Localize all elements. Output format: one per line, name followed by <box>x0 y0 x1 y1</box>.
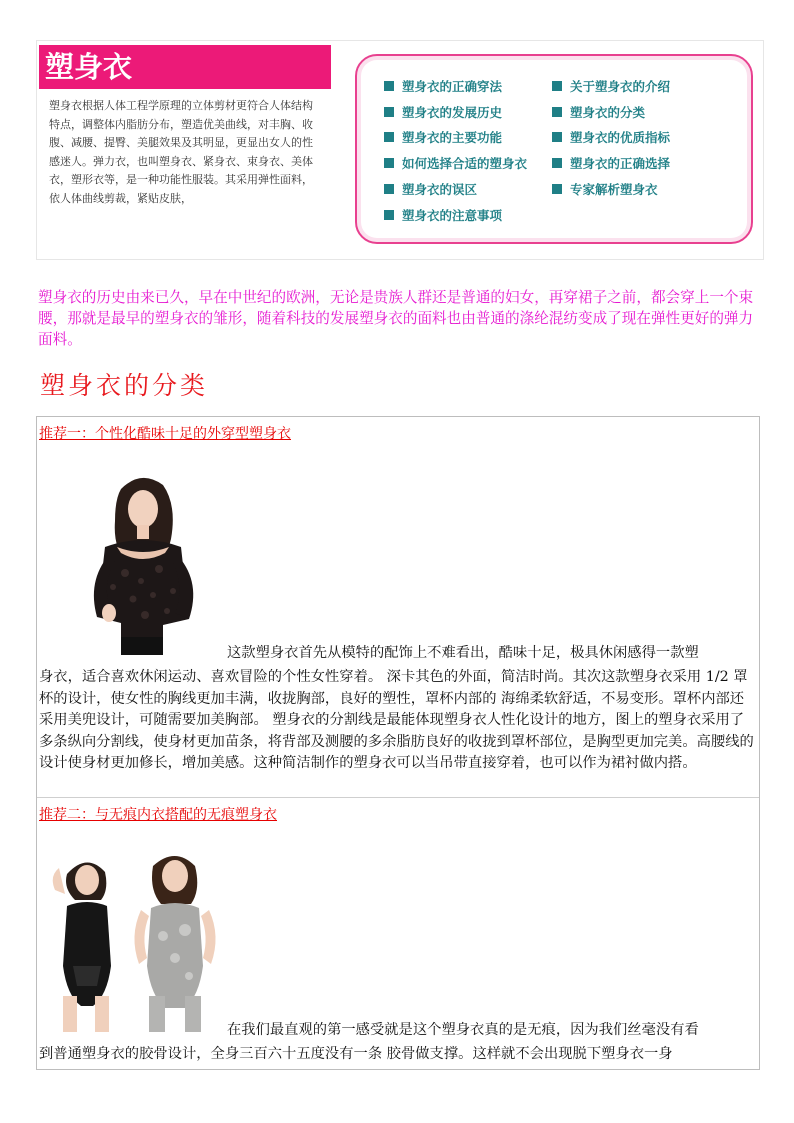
recommendation-title-link[interactable]: 推荐二：与无痕内衣搭配的无痕塑身衣 <box>39 807 277 823</box>
banner-description: 塑身衣根据人体工程学原理的立体剪材更符合人体结构特点，调整体内脂肪分布，塑造优美曲线，对丰胸、收腹、减腰、提臀、美腿效果及其明显，更显出女人的性感迷人。弹力衣，也叫塑身衣、紧身衣、束身衣、美体衣，塑形衣等，是一种功能性服装。其采用弹性面料，依人体曲线剪裁，紧贴皮肤， <box>49 99 313 205</box>
square-bullet-icon <box>552 184 562 194</box>
nav-link-main-functions[interactable]: 塑身衣的主要功能 <box>384 127 502 147</box>
model-photo-lace-top <box>55 469 225 655</box>
banner-title: 塑身衣 <box>39 45 331 89</box>
recommendation-title-link[interactable]: 推荐一：个性化酷味十足的外穿型塑身衣 <box>39 426 291 442</box>
nav-link-classification[interactable]: 塑身衣的分类 <box>552 102 645 122</box>
recommendation-lead-text: 在我们最直观的第一感受就是这个塑身衣真的是无痕，因为我们丝毫没有看 <box>227 1022 699 1038</box>
recommendation-body-text: 到普通塑身衣的胶骨设计，全身三百六十五度没有一条 胶骨做支撑。这样就不会出现脱下塑身衣一身 <box>39 1046 673 1062</box>
square-bullet-icon <box>384 107 394 117</box>
nav-link-misconceptions[interactable]: 塑身衣的误区 <box>384 179 477 199</box>
intro-paragraph: 塑身衣的历史由来已久，早在中世纪的欧洲，无论是贵族人群还是普通的妇女，再穿裙子之前，都会穿上一个束腰，那就是最早的塑身衣的雏形，随着科技的发展塑身衣的面料也由普通的涤纶混纺变成了现在弹性更好的弹力面料。 <box>38 289 754 348</box>
header-banner <box>36 40 764 260</box>
nav-link-history[interactable]: 塑身衣的发展历史 <box>384 102 502 122</box>
recommendation-table <box>36 416 760 1070</box>
square-bullet-icon <box>552 81 562 91</box>
recommendation-cell <box>37 417 759 798</box>
topic-nav-box <box>355 54 753 244</box>
square-bullet-icon <box>384 158 394 168</box>
model-photo-seamless-bodysuits <box>45 846 225 1032</box>
square-bullet-icon <box>552 107 562 117</box>
nav-link-correct-wearing[interactable]: 塑身衣的正确穿法 <box>384 76 502 96</box>
square-bullet-icon <box>552 158 562 168</box>
nav-link-quality-indicators[interactable]: 塑身衣的优质指标 <box>552 127 670 147</box>
nav-link-correct-selection[interactable]: 塑身衣的正确选择 <box>552 153 670 173</box>
recommendation-cell <box>37 798 759 1070</box>
square-bullet-icon <box>384 81 394 91</box>
section-heading: 塑身衣的分类 <box>40 371 209 400</box>
square-bullet-icon <box>552 132 562 142</box>
square-bullet-icon <box>384 210 394 220</box>
square-bullet-icon <box>384 184 394 194</box>
nav-link-expert-analysis[interactable]: 专家解析塑身衣 <box>552 179 658 199</box>
nav-link-how-to-choose[interactable]: 如何选择合适的塑身衣 <box>384 153 527 173</box>
recommendation-lead-text: 这款塑身衣首先从模特的配饰上不难看出，酷味十足，极具休闲感得一款塑 <box>227 645 699 661</box>
nav-link-precautions[interactable]: 塑身衣的注意事项 <box>384 205 502 225</box>
square-bullet-icon <box>384 132 394 142</box>
nav-link-introduction[interactable]: 关于塑身衣的介绍 <box>552 76 670 96</box>
recommendation-body-text: 身衣，适合喜欢休闲运动、喜欢冒险的个性女性穿着。 深卡其色的外面，简洁时尚。其次这款塑身衣采用 1/2 罩杯的设计，使女性的胸线更加丰满，收拢胸部，良好的塑性，罩杯内部的 海绵柔软舒适，不易变形。罩杯内部还采用美兜设计，可随需要加美胸部。 塑身衣的分割线是最能体现塑身衣人性化设计的地方，图上的塑身衣采用了多条纵向分割线，使身材更加苗条，将背部及测腰的多余脂肪良好的收拢到罩杯部位，是胸型更加完美。高腰线的设计使身材更加修长，增加美感。这种简洁制作的塑身衣可以当吊带直接穿着，也可以作为裙衬做内搭。 <box>39 669 754 772</box>
